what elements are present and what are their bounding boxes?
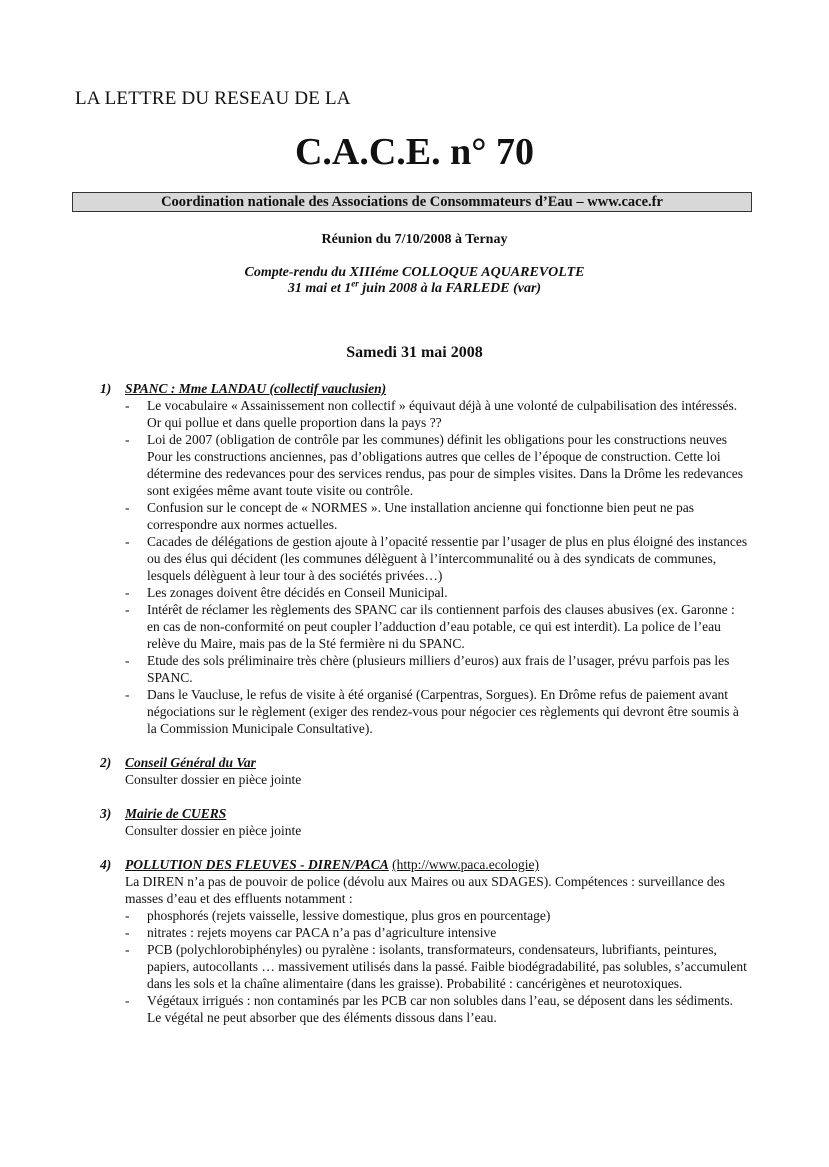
section-mairie-cuers: [0, 805, 829, 839]
section-pollution: [0, 856, 829, 1026]
list-item: - Les zonages doivent être décidés en Conseil Municipal.: [125, 585, 448, 600]
bullet-list: [0, 397, 829, 737]
list-item: - Etude des sols préliminaire très chère (plusieurs milliers d’euros) aux frais de l’usager, prévu parfois pas les SPANC.: [125, 653, 730, 685]
list-item: - Dans le Vaucluse, le refus de visite à été organisé (Carpentras, Sorgues). En Drôme refus de paiement avant négociations sur le règlement (exiger des rendez-vous pour négocier ces règlements qui devront être soumis à la Commission Municipale Consultative).: [125, 687, 739, 736]
section-conseil-general: [0, 754, 829, 788]
newsletter-title: C.A.C.E. n° 70: [294, 131, 534, 173]
report-title: Compte-rendu du XIIIéme COLLOQUE AQUAREVOLTE: [244, 265, 585, 280]
list-item: - Confusion sur le concept de « NORMES ». Une installation ancienne qui fonctionne bien peut ne pas correspondre aux normes actuelles.: [125, 500, 695, 532]
meeting-line: Réunion du 7/10/2008 à Ternay: [321, 232, 508, 247]
newsletter-pretitle: LA LETTRE DU RESEAU DE LA: [75, 88, 351, 109]
section-title: Conseil Général du Var: [125, 755, 256, 770]
document-body: [0, 380, 829, 1043]
section-spanc: [0, 380, 829, 737]
day-title: Samedi 31 mai 2008: [346, 344, 483, 361]
list-item: - Cacades de délégations de gestion ajoute à l’opacité ressentie par l’usager de plus en plus éloigné des instances ou des élus qui décident (les communes délèguent à l’intercommunalité ou à des syndicats de communes, lesquels délèguent à leur tour à des sociétés privées…): [125, 534, 748, 583]
report-dates: 31 mai et 1er juin 2008 à la FARLEDE (var): [287, 278, 542, 296]
list-item: - Le vocabulaire « Assainissement non collectif » équivaut déjà à une volonté de culpabilisation des intéressés. Or qui pollue et dans quelle proportion dans la pays ??: [125, 398, 738, 430]
section-text: Consulter dossier en pièce jointe: [125, 772, 302, 787]
coordination-banner: Coordination nationale des Associations de Consommateurs d’Eau – www.cace.fr: [72, 192, 752, 212]
list-item: - phosphorés (rejets vaisselle, lessive domestique, plus gros en pourcentage): [125, 908, 551, 923]
section-number: 1): [100, 381, 112, 396]
list-item: - PCB (polychlorobiphényles) ou pyralène : isolants, transformateurs, condensateurs, lubrifiants, peintures, papiers, autocollants … massivement utilisés dans la passé. Faible biodégradabilité, pas solubles, s’accumulent dans les sols et la chaîne alimentaire (dans les graisse). Probabilité : cancérigènes et neurotoxiques.: [125, 942, 747, 991]
list-item: - Intérêt de réclamer les règlements des SPANC car ils contiennent parfois des clauses abusives (ex. Garonne : en cas de non-conformité on peut coupler l’adduction d’eau potable, ce qui est interdit). La police de l’eau relève du Maire, mais pas de la Sté fermière ni du SPANC.: [125, 602, 735, 651]
list-item: - Loi de 2007 (obligation de contrôle par les communes) définit les obligations pour les constructions neuves Pour les constructions anciennes, pas d’obligations autres que celles de l’époque de construction. Cette loi détermine des redevances pour des services rendus, pas pour de simples visites. Dans la Drôme les redevances sont exigées même avant toute visite ou contrôle.: [125, 432, 744, 498]
section-text: Consulter dossier en pièce jointe: [125, 823, 302, 838]
section-link[interactable]: (http://www.paca.ecologie): [392, 857, 539, 872]
section-number: 3): [100, 806, 112, 821]
section-number: 4): [100, 857, 112, 872]
list-item: - nitrates : rejets moyens car PACA n’a pas d’agriculture intensive: [125, 925, 497, 940]
list-item: - Végétaux irrigués : non contaminés par les PCB car non solubles dans l’eau, se déposent dans les sédiments. Le végétal ne peut absorber que des éléments dissous dans l’eau.: [125, 993, 733, 1025]
section-title: Mairie de CUERS: [125, 806, 227, 821]
section-number: 2): [100, 755, 112, 770]
section-title: SPANC : Mme LANDAU (collectif vauclusien): [125, 381, 387, 396]
section-title: POLLUTION DES FLEUVES - DIREN/PACA: [125, 857, 389, 872]
report-heading: [0, 265, 829, 297]
section-text: La DIREN n’a pas de pouvoir de police (dévolu aux Maires ou aux SDAGES). Compétences : surveillance des masses d’eau et des effluents notamment :: [125, 874, 725, 906]
bullet-list: [0, 907, 829, 1026]
